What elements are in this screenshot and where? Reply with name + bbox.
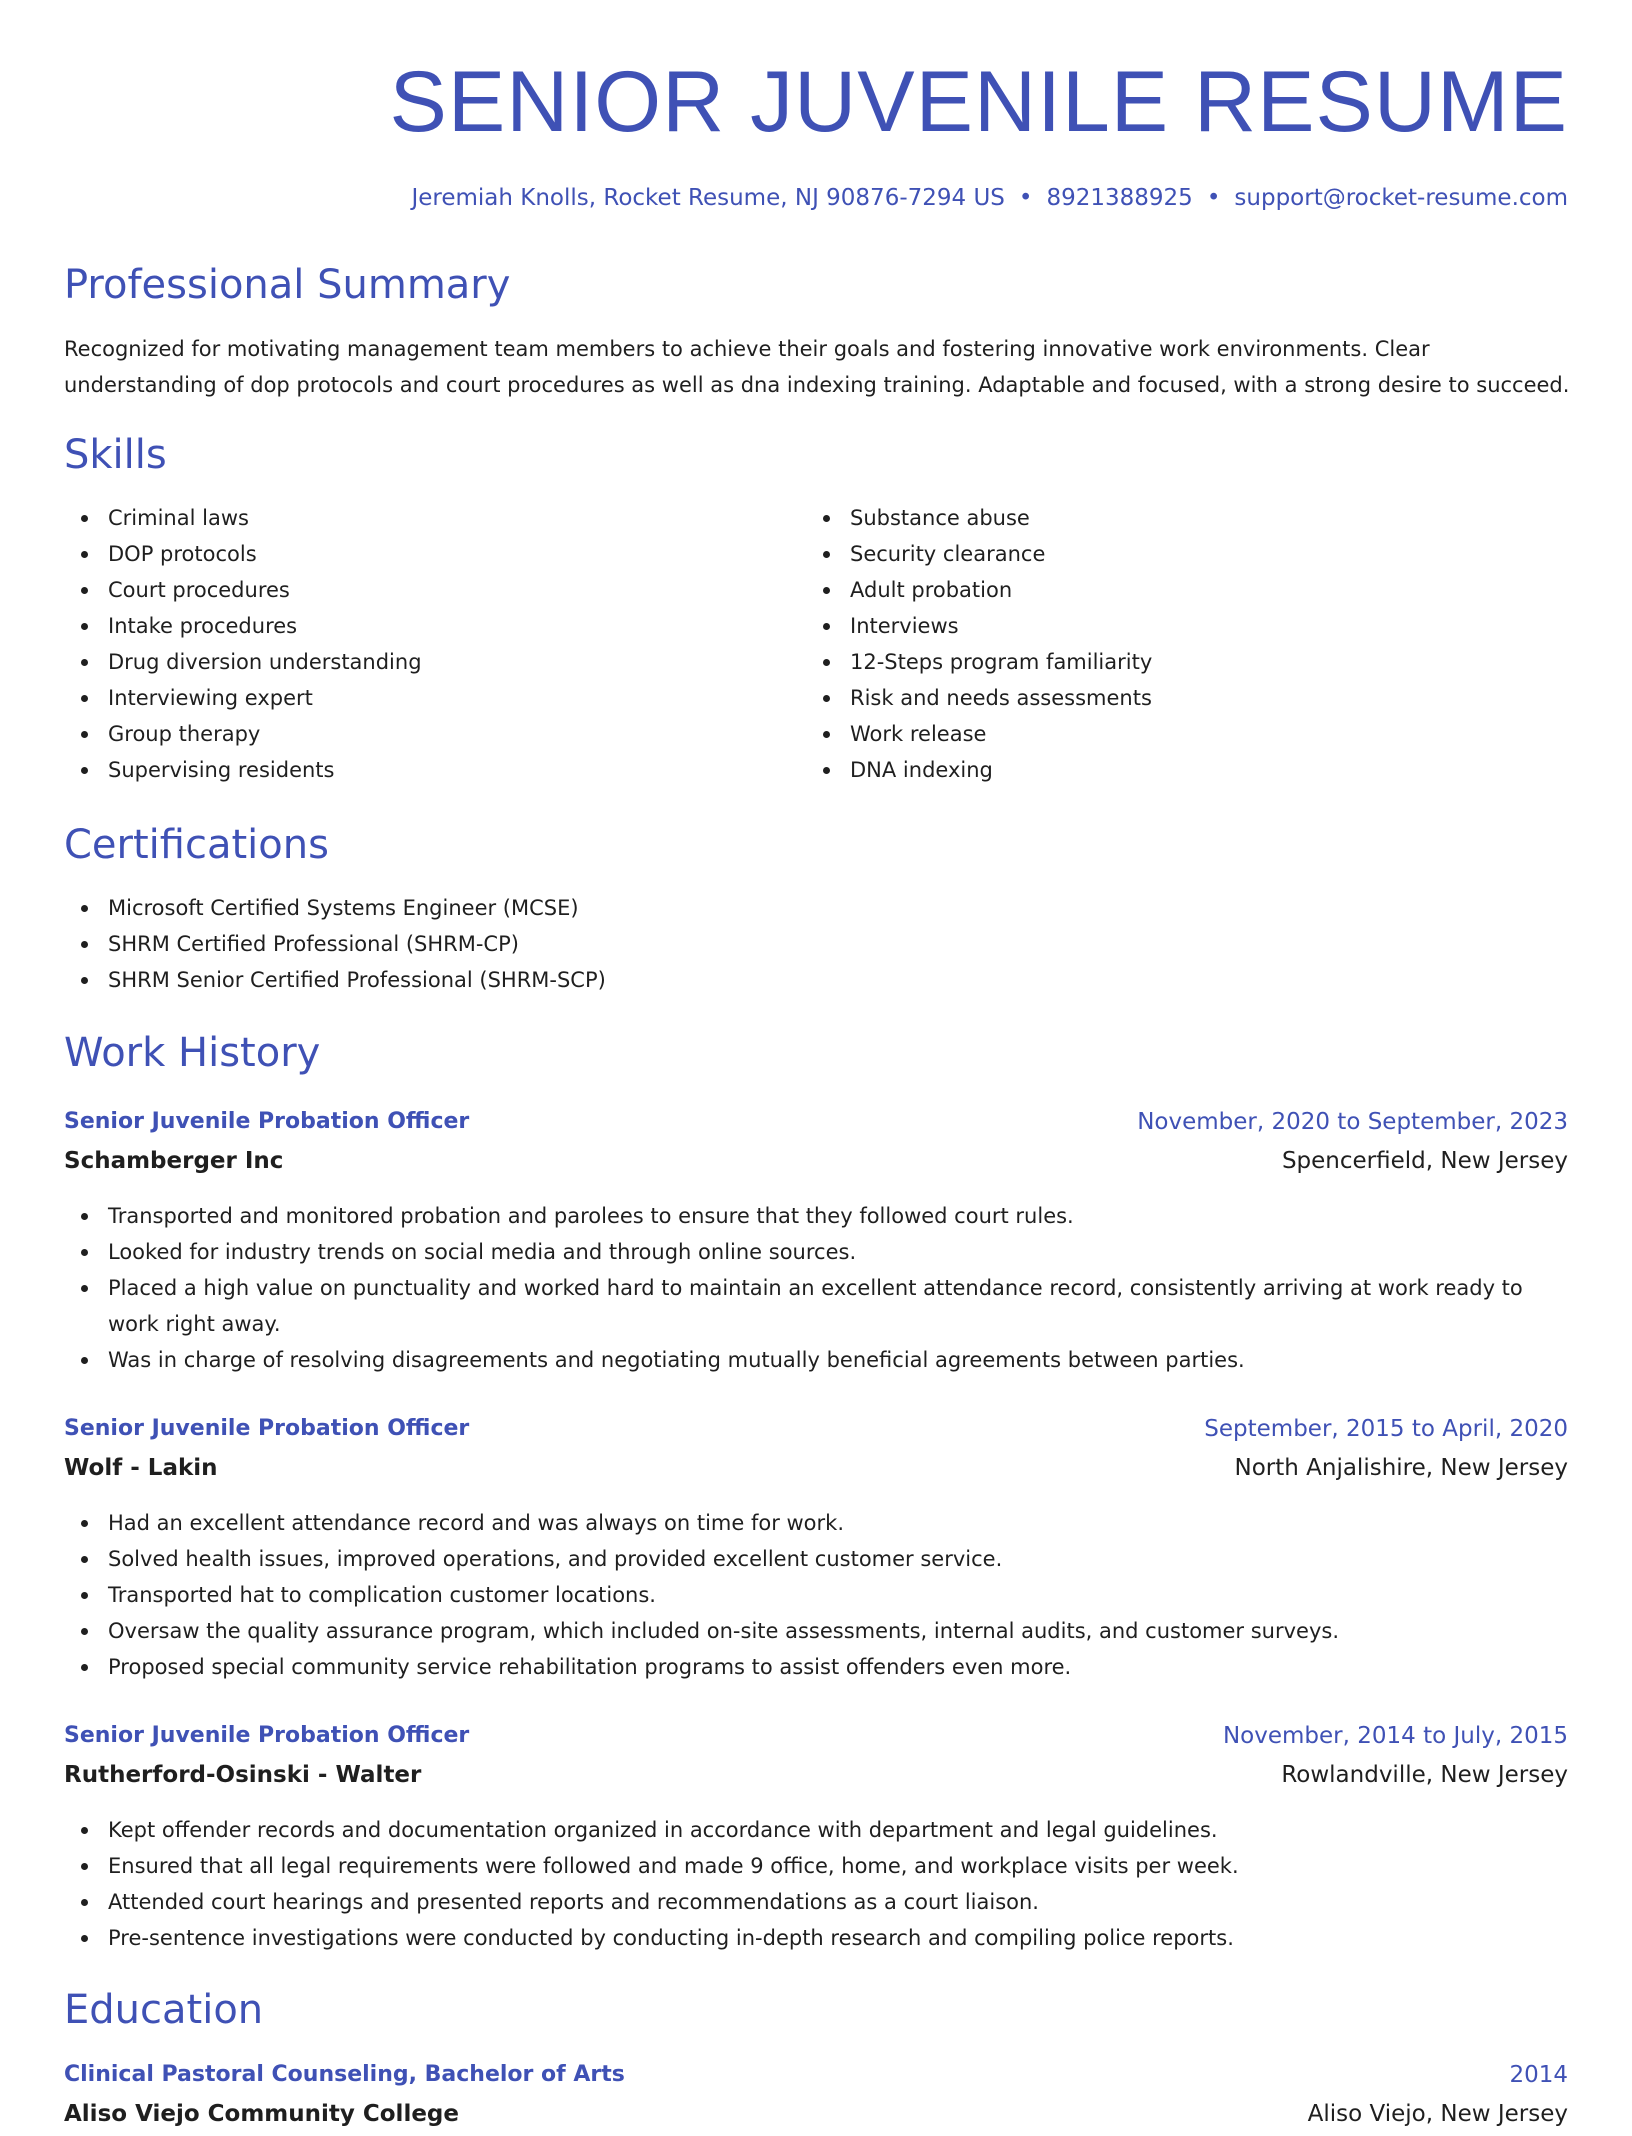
list-item: Court procedures (64, 572, 784, 608)
job-dates: November, 2020 to September, 2023 (1137, 1109, 1568, 1135)
contact-separator: • (1206, 185, 1221, 211)
job-dates: September, 2015 to April, 2020 (1204, 1416, 1568, 1442)
job-location: North Anjalishire, New Jersey (1234, 1455, 1568, 1481)
list-item: Risk and needs assessments (806, 680, 1566, 716)
list-item: Work release (806, 716, 1566, 752)
list-item: Oversaw the quality assurance program, which included on-site assessments, internal audits, and customer surveys. (64, 1613, 1568, 1649)
list-item: Had an excellent attendance record and was always on time for work. (64, 1505, 1568, 1541)
list-item: Supervising residents (64, 752, 784, 788)
education-year: 2014 (1509, 2062, 1568, 2088)
list-item: Group therapy (64, 716, 784, 752)
contact-email[interactable]: support@rocket-resume.com (1234, 185, 1568, 211)
list-item: Proposed special community service rehabilitation programs to assist offenders even more. (64, 1649, 1568, 1685)
education-location: Aliso Viejo, New Jersey (1307, 2101, 1568, 2127)
section-heading-certifications: Certifications (64, 822, 329, 868)
list-item: Attended court hearings and presented reports and recommendations as a court liaison. (64, 1884, 1568, 1920)
job-title: Senior Juvenile Probation Officer (64, 1109, 470, 1134)
list-item: Was in charge of resolving disagreements and negotiating mutually beneficial agreements between parties. (64, 1342, 1568, 1378)
job-dates: November, 2014 to July, 2015 (1222, 1723, 1568, 1749)
job-header (64, 1718, 1568, 1758)
job-location: Spencerfield, New Jersey (1281, 1148, 1568, 1174)
job-bullets (64, 1812, 1568, 1956)
list-item: Interviewing expert (64, 680, 784, 716)
section-heading-summary: Professional Summary (64, 262, 511, 308)
list-item: Kept offender records and documentation organized in accordance with department and legal guidelines. (64, 1812, 1568, 1848)
list-item: Pre-sentence investigations were conducted by conducting in-depth research and compiling police reports. (64, 1920, 1568, 1956)
list-item: Substance abuse (806, 500, 1566, 536)
list-item: Ensured that all legal requirements were followed and made 9 office, home, and workplace visits per week. (64, 1848, 1568, 1884)
education-header (64, 2057, 1568, 2097)
resume-title: SENIOR JUVENILE RESUME (389, 54, 1568, 150)
skills-list-right (806, 500, 1566, 788)
list-item: Solved health issues, improved operations, and provided excellent customer service. (64, 1541, 1568, 1577)
job-employer-row (64, 1143, 1568, 1183)
job-employer: Rutherford-Osinski - Walter (64, 1762, 422, 1788)
job-header (64, 1104, 1568, 1144)
contact-phone[interactable]: 8921388925 (1046, 185, 1193, 211)
list-item: SHRM Certified Professional (SHRM-CP) (64, 926, 1568, 962)
education-school: Aliso Viejo Community College (64, 2101, 459, 2127)
contact-separator: • (1018, 185, 1033, 211)
job-location: Rowlandville, New Jersey (1281, 1762, 1568, 1788)
summary-text: Recognized for motivating management team members to achieve their goals and fostering innovative work environments. Clear understanding of dop protocols and court procedures as well as dna indexing training. Adaptable and focused, with a strong desire to succeed. (64, 337, 1570, 397)
skills-list-left (64, 500, 784, 788)
job-title: Senior Juvenile Probation Officer (64, 1723, 470, 1748)
job-bullets (64, 1198, 1568, 1378)
list-item: DNA indexing (806, 752, 1566, 788)
education-school-row (64, 2096, 1568, 2136)
list-item: DOP protocols (64, 536, 784, 572)
contact-line (411, 181, 1568, 215)
list-item: Adult probation (806, 572, 1566, 608)
job-employer-row (64, 1757, 1568, 1797)
job-header (64, 1411, 1568, 1451)
job-title: Senior Juvenile Probation Officer (64, 1416, 470, 1441)
list-item: Transported hat to complication customer locations. (64, 1577, 1568, 1613)
list-item: Security clearance (806, 536, 1566, 572)
list-item: Transported and monitored probation and parolees to ensure that they followed court rules. (64, 1198, 1568, 1234)
section-heading-skills: Skills (64, 432, 167, 478)
list-item: Microsoft Certified Systems Engineer (MCSE) (64, 890, 1568, 926)
list-item: Interviews (806, 608, 1566, 644)
education-degree: Clinical Pastoral Counseling, Bachelor of Arts (64, 2062, 625, 2087)
list-item: Intake procedures (64, 608, 784, 644)
list-item: SHRM Senior Certified Professional (SHRM-SCP) (64, 962, 1568, 998)
job-employer: Schamberger Inc (64, 1148, 284, 1174)
job-employer-row (64, 1450, 1568, 1490)
list-item: 12-Steps program familiarity (806, 644, 1566, 680)
list-item: Looked for industry trends on social media and through online sources. (64, 1234, 1568, 1270)
contact-address: Jeremiah Knolls, Rocket Resume, NJ 90876-7294 US (411, 185, 1005, 211)
list-item: Placed a high value on punctuality and worked hard to maintain an excellent attendance record, consistently arriving at work ready to work right away. (64, 1270, 1568, 1342)
list-item: Drug diversion understanding (64, 644, 784, 680)
section-heading-work-history: Work History (64, 1030, 321, 1076)
section-heading-education: Education (64, 1987, 264, 2033)
job-employer: Wolf - Lakin (64, 1455, 218, 1481)
job-bullets (64, 1505, 1568, 1685)
list-item: Criminal laws (64, 500, 784, 536)
certifications-list (64, 890, 1568, 998)
